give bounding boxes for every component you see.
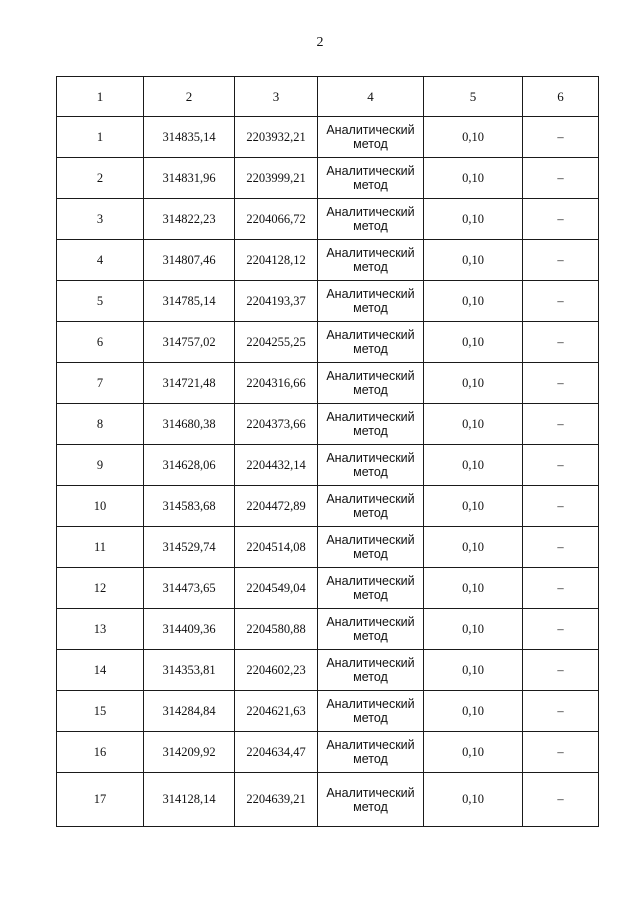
method-text-line: метод <box>353 506 388 520</box>
method-text-line: Аналитический <box>326 615 415 629</box>
point-number-cell: 8 <box>57 404 144 445</box>
method-text-line: метод <box>353 752 388 766</box>
note-cell: – <box>523 486 599 527</box>
method-cell <box>318 691 424 732</box>
method-text-line: Аналитический <box>326 656 415 670</box>
note-cell: – <box>523 363 599 404</box>
accuracy-cell: 0,10 <box>424 732 523 773</box>
method-text-line: метод <box>353 670 388 684</box>
table-row <box>57 486 599 527</box>
note-cell: – <box>523 281 599 322</box>
coordinate-y-cell: 2204066,72 <box>235 199 318 240</box>
method-text-line: метод <box>353 260 388 274</box>
point-number-cell: 17 <box>57 773 144 827</box>
table-row <box>57 404 599 445</box>
coordinate-y-cell: 2204580,88 <box>235 609 318 650</box>
coordinate-x-cell: 314835,14 <box>144 117 235 158</box>
coordinate-x-cell: 314680,38 <box>144 404 235 445</box>
accuracy-cell: 0,10 <box>424 773 523 827</box>
method-text-line: Аналитический <box>326 287 415 301</box>
note-cell: – <box>523 240 599 281</box>
coordinate-y-cell: 2204634,47 <box>235 732 318 773</box>
method-cell <box>318 117 424 158</box>
note-cell: – <box>523 158 599 199</box>
coordinate-y-cell: 2203999,21 <box>235 158 318 199</box>
header-cell-4: 4 <box>318 77 424 117</box>
page-number: 2 <box>316 35 324 50</box>
point-number-cell: 6 <box>57 322 144 363</box>
note-cell: – <box>523 404 599 445</box>
coordinate-x-cell: 314529,74 <box>144 527 235 568</box>
point-number-cell: 9 <box>57 445 144 486</box>
table-row <box>57 240 599 281</box>
method-text-line: метод <box>353 219 388 233</box>
point-number-cell: 1 <box>57 117 144 158</box>
point-number-cell: 7 <box>57 363 144 404</box>
coordinate-y-cell: 2204432,14 <box>235 445 318 486</box>
point-number-cell: 16 <box>57 732 144 773</box>
method-cell <box>318 568 424 609</box>
point-number-cell: 15 <box>57 691 144 732</box>
accuracy-cell: 0,10 <box>424 281 523 322</box>
coordinate-x-cell: 314284,84 <box>144 691 235 732</box>
coordinates-table <box>56 76 599 827</box>
coordinate-x-cell: 314831,96 <box>144 158 235 199</box>
coordinate-x-cell: 314628,06 <box>144 445 235 486</box>
note-cell: – <box>523 609 599 650</box>
coordinate-y-cell: 2204128,12 <box>235 240 318 281</box>
table-row <box>57 117 599 158</box>
note-cell: – <box>523 568 599 609</box>
coordinate-x-cell: 314583,68 <box>144 486 235 527</box>
note-cell: – <box>523 650 599 691</box>
point-number-cell: 5 <box>57 281 144 322</box>
accuracy-cell: 0,10 <box>424 691 523 732</box>
method-text-line: Аналитический <box>326 785 415 800</box>
table-row <box>57 609 599 650</box>
method-text-line: Аналитический <box>326 205 415 219</box>
method-cell <box>318 650 424 691</box>
table-row <box>57 527 599 568</box>
accuracy-cell: 0,10 <box>424 199 523 240</box>
note-cell: – <box>523 527 599 568</box>
header-cell-5: 5 <box>424 77 523 117</box>
accuracy-cell: 0,10 <box>424 363 523 404</box>
note-cell: – <box>523 117 599 158</box>
coordinate-y-cell: 2204639,21 <box>235 773 318 827</box>
method-cell <box>318 732 424 773</box>
coordinate-x-cell: 314209,92 <box>144 732 235 773</box>
table-row <box>57 773 599 827</box>
table-row <box>57 732 599 773</box>
method-text-line: Аналитический <box>326 451 415 465</box>
note-cell: – <box>523 445 599 486</box>
accuracy-cell: 0,10 <box>424 158 523 199</box>
point-number-cell: 14 <box>57 650 144 691</box>
method-cell <box>318 445 424 486</box>
coordinate-x-cell: 314822,23 <box>144 199 235 240</box>
coordinate-y-cell: 2204621,63 <box>235 691 318 732</box>
accuracy-cell: 0,10 <box>424 568 523 609</box>
method-text-line: Аналитический <box>326 164 415 178</box>
note-cell: – <box>523 732 599 773</box>
method-text-line: метод <box>353 629 388 643</box>
method-cell <box>318 486 424 527</box>
accuracy-cell: 0,10 <box>424 240 523 281</box>
table-row <box>57 322 599 363</box>
coordinate-y-cell: 2204549,04 <box>235 568 318 609</box>
coordinate-x-cell: 314128,14 <box>144 773 235 827</box>
method-cell <box>318 404 424 445</box>
method-text-line: метод <box>353 301 388 315</box>
method-cell <box>318 773 424 827</box>
coordinate-x-cell: 314785,14 <box>144 281 235 322</box>
accuracy-cell: 0,10 <box>424 322 523 363</box>
method-text-line: Аналитический <box>326 738 415 752</box>
header-cell-3: 3 <box>235 77 318 117</box>
method-text-line: Аналитический <box>326 574 415 588</box>
method-text-line: метод <box>353 424 388 438</box>
point-number-cell: 4 <box>57 240 144 281</box>
method-text-line: метод <box>353 342 388 356</box>
coordinate-x-cell: 314721,48 <box>144 363 235 404</box>
coordinate-x-cell: 314473,65 <box>144 568 235 609</box>
method-text-line: метод <box>353 588 388 602</box>
method-text-line: Аналитический <box>326 246 415 260</box>
header-cell-1: 1 <box>57 77 144 117</box>
coordinate-x-cell: 314757,02 <box>144 322 235 363</box>
table-row <box>57 691 599 732</box>
table-row <box>57 650 599 691</box>
accuracy-cell: 0,10 <box>424 486 523 527</box>
note-cell: – <box>523 322 599 363</box>
coordinate-y-cell: 2204316,66 <box>235 363 318 404</box>
method-text-line: метод <box>353 137 388 151</box>
method-text-line: Аналитический <box>326 697 415 711</box>
table-header-row <box>57 77 599 117</box>
method-text-line: метод <box>353 547 388 561</box>
point-number-cell: 13 <box>57 609 144 650</box>
method-text-line: Аналитический <box>326 410 415 424</box>
point-number-cell: 3 <box>57 199 144 240</box>
table-row <box>57 281 599 322</box>
accuracy-cell: 0,10 <box>424 445 523 486</box>
table-row <box>57 158 599 199</box>
coordinate-y-cell: 2204373,66 <box>235 404 318 445</box>
point-number-cell: 2 <box>57 158 144 199</box>
method-text-line: Аналитический <box>326 492 415 506</box>
note-cell: – <box>523 773 599 827</box>
coordinate-x-cell: 314807,46 <box>144 240 235 281</box>
table-row <box>57 363 599 404</box>
accuracy-cell: 0,10 <box>424 117 523 158</box>
method-text-line: метод <box>353 178 388 192</box>
method-cell <box>318 281 424 322</box>
note-cell: – <box>523 199 599 240</box>
coordinate-y-cell: 2204193,37 <box>235 281 318 322</box>
header-cell-6: 6 <box>523 77 599 117</box>
accuracy-cell: 0,10 <box>424 609 523 650</box>
method-cell <box>318 322 424 363</box>
table-row <box>57 568 599 609</box>
table-row <box>57 445 599 486</box>
method-cell <box>318 527 424 568</box>
method-cell <box>318 158 424 199</box>
coordinate-y-cell: 2204472,89 <box>235 486 318 527</box>
method-text-line: метод <box>353 711 388 725</box>
accuracy-cell: 0,10 <box>424 527 523 568</box>
coordinate-y-cell: 2203932,21 <box>235 117 318 158</box>
coordinate-x-cell: 314353,81 <box>144 650 235 691</box>
point-number-cell: 11 <box>57 527 144 568</box>
coordinate-y-cell: 2204602,23 <box>235 650 318 691</box>
accuracy-cell: 0,10 <box>424 650 523 691</box>
method-cell <box>318 609 424 650</box>
point-number-cell: 10 <box>57 486 144 527</box>
method-cell <box>318 199 424 240</box>
coordinate-y-cell: 2204255,25 <box>235 322 318 363</box>
coordinate-x-cell: 314409,36 <box>144 609 235 650</box>
accuracy-cell: 0,10 <box>424 404 523 445</box>
method-text-line: Аналитический <box>326 369 415 383</box>
method-cell <box>318 240 424 281</box>
method-cell <box>318 363 424 404</box>
note-cell: – <box>523 691 599 732</box>
method-text-line: метод <box>353 465 388 479</box>
method-text-line: Аналитический <box>326 328 415 342</box>
method-text-line: метод <box>353 383 388 397</box>
header-cell-2: 2 <box>144 77 235 117</box>
method-text-line: Аналитический <box>326 123 415 137</box>
method-text-line: метод <box>353 799 388 814</box>
point-number-cell: 12 <box>57 568 144 609</box>
table-row <box>57 199 599 240</box>
method-text-line: Аналитический <box>326 533 415 547</box>
coordinate-y-cell: 2204514,08 <box>235 527 318 568</box>
